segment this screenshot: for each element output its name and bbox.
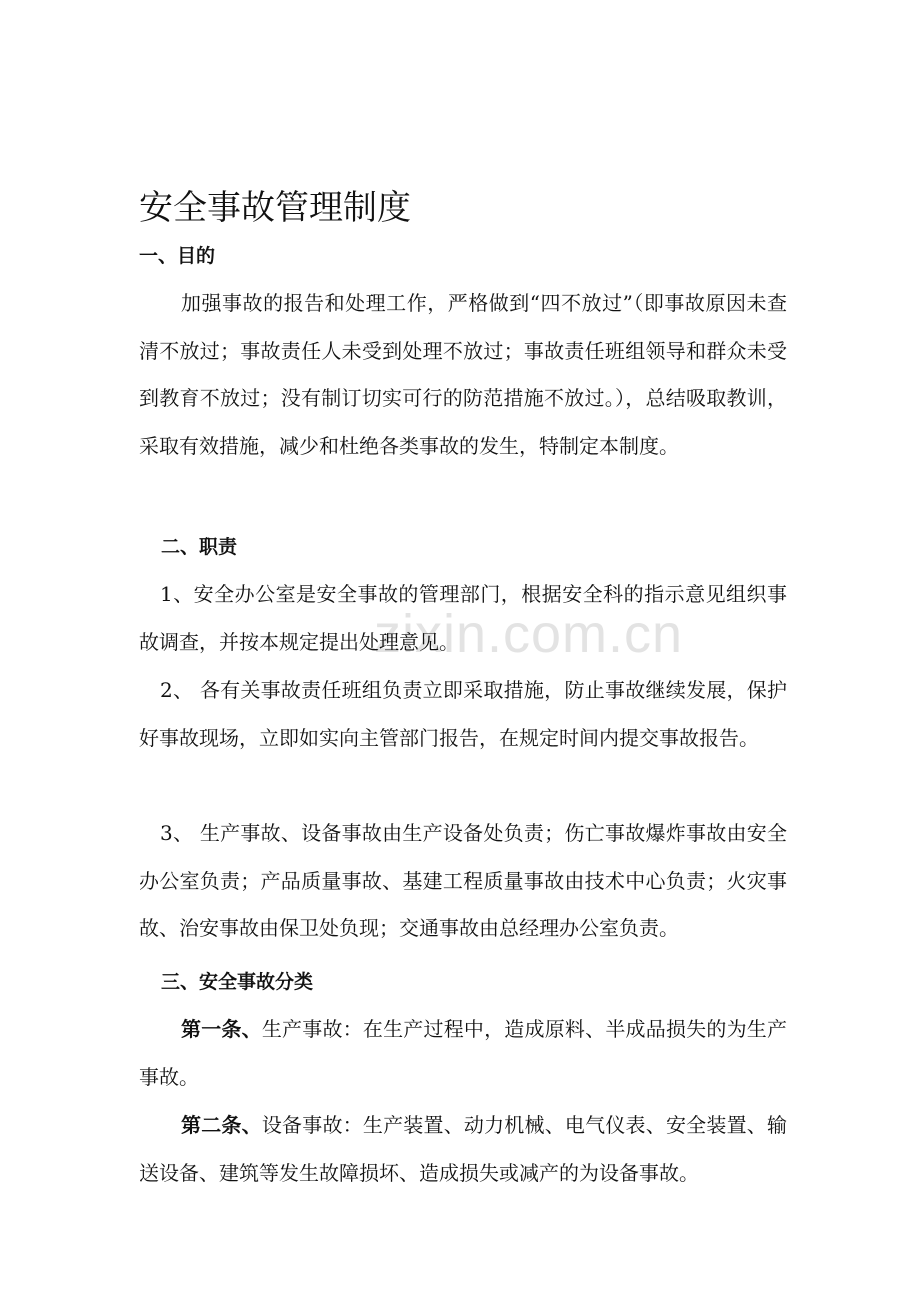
duty-item-1: 1、安全办公室是安全事故的管理部门，根据安全科的指示意见组织事故调查，并按本规定提出处理意见。 bbox=[139, 582, 787, 654]
article-1 bbox=[139, 1006, 787, 1101]
section-heading-duties: 二、职责 bbox=[161, 536, 238, 558]
document-title: 安全事故管理制度 bbox=[139, 188, 411, 228]
article-2-label: 第二条、 bbox=[181, 1113, 262, 1137]
article-2-text: 设备事故：生产装置、动力机械、电气仪表、安全装置、输送设备、建筑等发生故障损坏、造成损失或减产的为设备事故。 bbox=[139, 1113, 788, 1185]
article-1-text: 生产事故：在生产过程中，造成原料、半成品损失的为生产事故。 bbox=[139, 1017, 788, 1089]
watermark: zixin.com.cn bbox=[374, 604, 684, 664]
purpose-paragraph: 加强事故的报告和处理工作，严格做到“四不放过”（即事故原因未查清不放过；事故责任人未受到处理不放过；事故责任班组领导和群众未受到教育不放过；没有制订切实可行的防范措施不放过。），总结吸取教训，采取有效措施，减少和杜绝各类事故的发生，特制定本制度。 bbox=[139, 291, 787, 459]
duty-item-3: 3、 生产事故、设备事故由生产设备处负责；伤亡事故爆炸事故由安全办公室负责；产品质量事故、基建工程质量事故由技术中心负责；火灾事故、治安事故由保卫处负现；交通事故由总经理办公室负责。 bbox=[139, 821, 787, 941]
duty-item-2: 2、 各有关事故责任班组负责立即采取措施，防止事故继续发展，保护好事故现场，立即如实向主管部门报告，在规定时间内提交事故报告。 bbox=[139, 678, 787, 750]
article-2 bbox=[139, 1102, 787, 1197]
section-heading-classification: 三、安全事故分类 bbox=[161, 971, 314, 993]
article-1-label: 第一条、 bbox=[181, 1017, 262, 1041]
section-heading-purpose: 一、目的 bbox=[139, 245, 216, 267]
